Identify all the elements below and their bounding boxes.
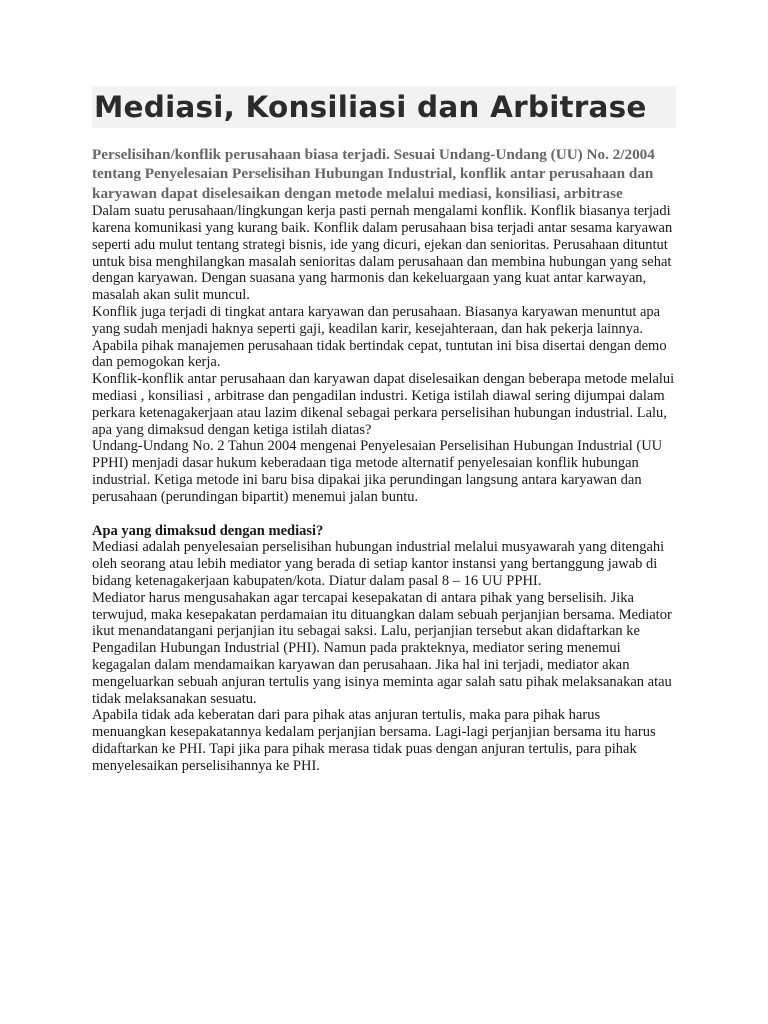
paragraph-1: Dalam suatu perusahaan/lingkungan kerja pasti pernah mengalami konflik. Konflik biasanya terjadi karena komunikasi yang kurang baik. Konflik dalam perusahaan bisa terjadi antar sesama karyawan seperti adu mulut tentang strategi bisnis, ide yang dicuri, ejekan dan senioritas. Perusahaan dituntut untuk bisa menghilangkan masalah senioritas dalam perusahaan dan membina hubungan yang sehat dengan karyawan. Dengan suasana yang harmonis dan kekeluargaan yang kuat antar karwayan, masalah akan sulit muncul.: [92, 203, 673, 304]
article-lead: Perselisihan/konflik perusahaan biasa terjadi. Sesuai Undang-Undang (UU) No. 2/2004 tentang Penyelesaian Perselisihan Hubungan Industrial, konflik antar perusahaan dan karyawan dapat diselesaikan dengan metode melalui mediasi, konsiliasi, arbitrase: [92, 146, 655, 202]
mediasi-paragraph-3: Apabila tidak ada keberatan dari para pihak atas anjuran tertulis, maka para pihak harus menuangkan kesepakatannya kedalam perjanjian bersama. Lagi-lagi perjanjian bersama itu harus didaftarkan ke PHI. Tapi jika para pihak merasa tidak puas dengan anjuran tertulis, para pihak menyelesaikan perselisihannya ke PHI.: [92, 707, 656, 774]
paragraph-4: Undang-Undang No. 2 Tahun 2004 mengenai Penyelesaian Perselisihan Hubungan Industrial (UU PPHI) menjadi dasar hukum keberadaan tiga metode alternatif penyelesaian konflik hubungan industrial. Ketiga metode ini baru bisa dipakai jika perundingan langsung antara karyawan dan perusahaan (perundingan bipartit) menemui jalan buntu.: [92, 438, 663, 505]
mediasi-paragraph-2: Mediator harus mengusahakan agar tercapai kesepakatan di antara pihak yang berselisih. Jika terwujud, maka kesepakatan perdamaian itu dituangkan dalam sebuah perjanjian bersama. Mediator ikut menandatangani perjanjian itu sebagai saksi. Lalu, perjanjian tersebut akan didaftarkan ke Pengadilan Hubungan Industrial (PHI). Namun pada prakteknya, mediator sering menemui kegagalan dalam mendamaikan karyawan dan perusahaan. Jika hal ini terjadi, mediator akan mengeluarkan sebuah anjuran tertulis yang isinya meminta agar salah satu pihak melaksanakan atau tidak melaksanakan sesuatu.: [92, 589, 672, 707]
paragraph-2: Konflik juga terjadi di tingkat antara karyawan dan perusahaan. Biasanya karyawan menuntut apa yang sudah menjadi haknya seperti gaji, keadilan karir, kesejahteraan, dan hak pekerja lainnya. Apabila pihak manajemen perusahaan tidak bertindak cepat, tuntutan ini bisa disertai dengan demo dan pemogokan kerja.: [92, 304, 667, 371]
mediasi-paragraph-1: Mediasi adalah penyelesaian perselisihan hubungan industrial melalui musyawarah yang ditengahi oleh seorang atau lebih mediator yang berada di setiap kantor instansi yang bertanggung jawab di bidang ketenagakerjaan kabupaten/kota. Diatur dalam pasal 8 – 16 UU PPHI.: [92, 539, 665, 589]
article: [92, 86, 676, 775]
article-title: Mediasi, Konsiliasi dan Arbitrase: [94, 90, 647, 124]
paragraph-3: Konflik-konflik antar perusahaan dan karyawan dapat diselesaikan dengan beberapa metode melalui mediasi , konsiliasi , arbitrase dan pengadilan industri. Ketiga istilah diawal sering dijumpai dalam perkara ketenagakerjaan atau lazim dikenal sebagai perkara perselisihan hubungan industrial. Lalu, apa yang dimaksud dengan ketiga istilah diatas?: [92, 371, 675, 438]
title-bar: [92, 86, 676, 128]
article-body: [92, 203, 676, 774]
section-heading-mediasi: Apa yang dimaksud dengan mediasi?: [92, 522, 324, 539]
